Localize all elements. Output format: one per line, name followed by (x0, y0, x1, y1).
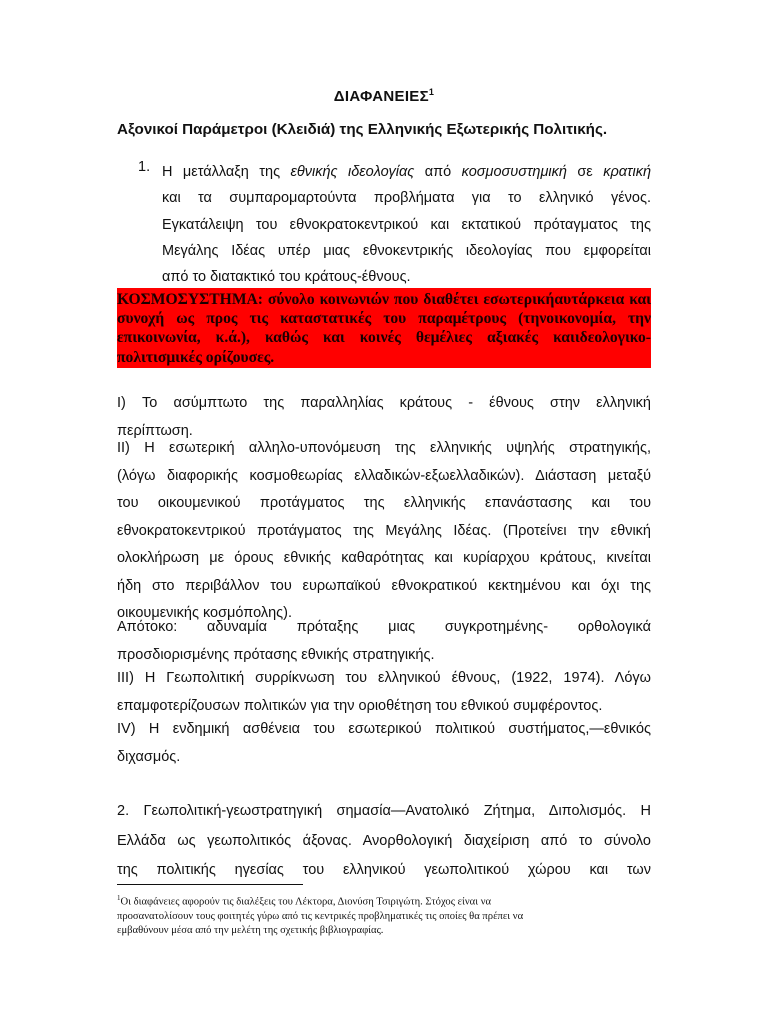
footnote-text: Οι διαφάνειες αφορούν τις διαλέξεις του Λέκτορα, Διονύση Τσιριγώτη. Στόχος είναι να (120, 896, 492, 908)
text-segment: από (414, 164, 462, 180)
point-line: III) Η Γεωπολιτική συρρίκνωση του ελληνικού έθνους, (1922, 1974). Λόγω (117, 670, 651, 686)
point-line: επαμφοτερίζουσων πολιτικών για την οριοθέτηση του εθνικού συμφέροντος. (117, 697, 603, 714)
point-line: IV) Η ενδημική ασθένεια του εσωτερικού πολιτικού συστήματος,—εθνικός (117, 721, 651, 737)
section2-line: της πολιτικής ηγεσίας του ελληνικού γεωπολιτικού χώρου και των (117, 862, 651, 878)
point-line: II) Η εσωτερική αλληλο-υπονόμευση της ελληνικής υψηλής στρατηγικής, (117, 440, 651, 456)
point-line: Απότοκο: αδυναμία πρόταξης μιας συγκροτημένης- ορθολογικά (117, 619, 651, 635)
point-line: ολοκλήρωση με όρους εθνικής καθαρότητας και κυρίαρχου κράτους, κινείται (117, 550, 651, 566)
text-segment: Η μετάλλαξη της (162, 164, 291, 180)
footnote (117, 891, 617, 938)
item1-line (162, 185, 651, 211)
definition-line: ιδεολογικο-πολιτισμικές ορίζουσες. (117, 329, 651, 366)
point-line: περίπτωση. (117, 422, 193, 439)
text-segment: σε (566, 164, 604, 180)
item1-line (162, 264, 651, 290)
point-paragraph (117, 666, 651, 721)
item1-line (162, 159, 651, 185)
section2-line: 2. Γεωπολιτική-γεωστρατηγική σημασία—Ανατολικό Ζήτημα, Διπολισμός. Η (117, 803, 651, 819)
title-footnote-marker: 1 (428, 87, 435, 97)
item1-line (162, 212, 651, 238)
point-line: ήδη στο περιβάλλον του ευρωπαϊκού εθνοκρατικού κεκτημένου και όχι της (117, 577, 651, 594)
footnote-text: προσανατολίσουν τους φοιτητές γύρω από τις κεντρικές προβληματικές τις οποίες θα πρέπει να (117, 910, 524, 922)
section2-line: Ελλάδα ως γεωπολιτικός άξονας. Ανορθολογική διαχείριση από το σύνολο (117, 832, 651, 849)
document-subtitle: Αξονικοί Παράμετροι (Κλειδιά) της Ελληνικής Εξωτερικής Πολιτικής. (117, 121, 608, 138)
point-paragraph (117, 615, 651, 670)
definition-line: οικονομία, την επικοινωνία, κ.ά.), καθώς και κοινές θεμέλιες αξιακές και (117, 310, 651, 347)
point-line: προσδιορισμένης πρότασης εθνικής στρατηγικής. (117, 646, 435, 663)
section-2 (117, 797, 651, 886)
item1-line (162, 238, 651, 264)
point-line: (λόγω διαφορικής κοσμοθεωρίας ελλαδικών-εξωελλαδικών). Διάσταση μεταξύ (117, 467, 651, 484)
definition-line: ΚΟΣΜΟΣΥΣΤΗΜΑ: σύνολο κοινωνιών που διαθέτει εσωτερική (117, 291, 555, 308)
title-text: ΔΙΑΦΑΝΕΙΕΣ (333, 88, 429, 105)
point-line: εθνοκρατοκεντρικού προτάγματος της Μεγάλης Ιδέας. (Προτείνει την εθνική (117, 522, 651, 539)
point-line: του οικουμενικού προτάγματος της ελληνικής επανάστασης και του (117, 495, 651, 511)
item-number: 1. (138, 159, 151, 175)
footnote-line (117, 924, 617, 938)
item-body (162, 159, 651, 290)
point-line: οικουμενικής κοσμόπολης). (117, 605, 293, 621)
text-segment: και τα συμπαρομαρτούντα προβλήματα για το ελληνικό γένος. (162, 190, 651, 207)
definition-line: αυτάρκεια και συνοχή ως προς τις καταστατικές του παραμέτρους (την (117, 291, 651, 328)
definition-highlight (117, 288, 651, 368)
point-paragraph (117, 436, 651, 629)
italic-term: κοσμοσυστημική (461, 164, 567, 180)
italic-term: εθνικής ιδεολογίας (290, 164, 415, 180)
document-title (0, 87, 768, 105)
text-segment: Εγκατάλειψη του εθνοκρατοκεντρικού και εκτατικού πρόταγματος της (162, 216, 651, 233)
footnote-separator (117, 884, 303, 885)
definition-text (117, 290, 651, 367)
point-line: I) Το ασύμπτωτο της παραλληλίας κράτους - έθνους στην ελληνική (117, 395, 651, 411)
text-segment: Μεγάλης Ιδέας υπέρ μιας εθνοκεντρικής ιδεολογίας που εμφορείται (162, 242, 651, 259)
italic-term: κρατική (603, 164, 651, 180)
footnote-marker: 1 (117, 894, 121, 902)
footnote-line (117, 910, 617, 924)
point-line: διχασμός. (117, 748, 181, 765)
footnote-text: εμβαθύνουν μέσα από την μελέτη της σχετικής βιβλιογραφίας. (117, 925, 384, 937)
point-paragraph (117, 717, 651, 772)
footnote-line (117, 891, 617, 910)
text-segment: από το διατακτικό του κράτους-έθνους. (162, 269, 411, 286)
